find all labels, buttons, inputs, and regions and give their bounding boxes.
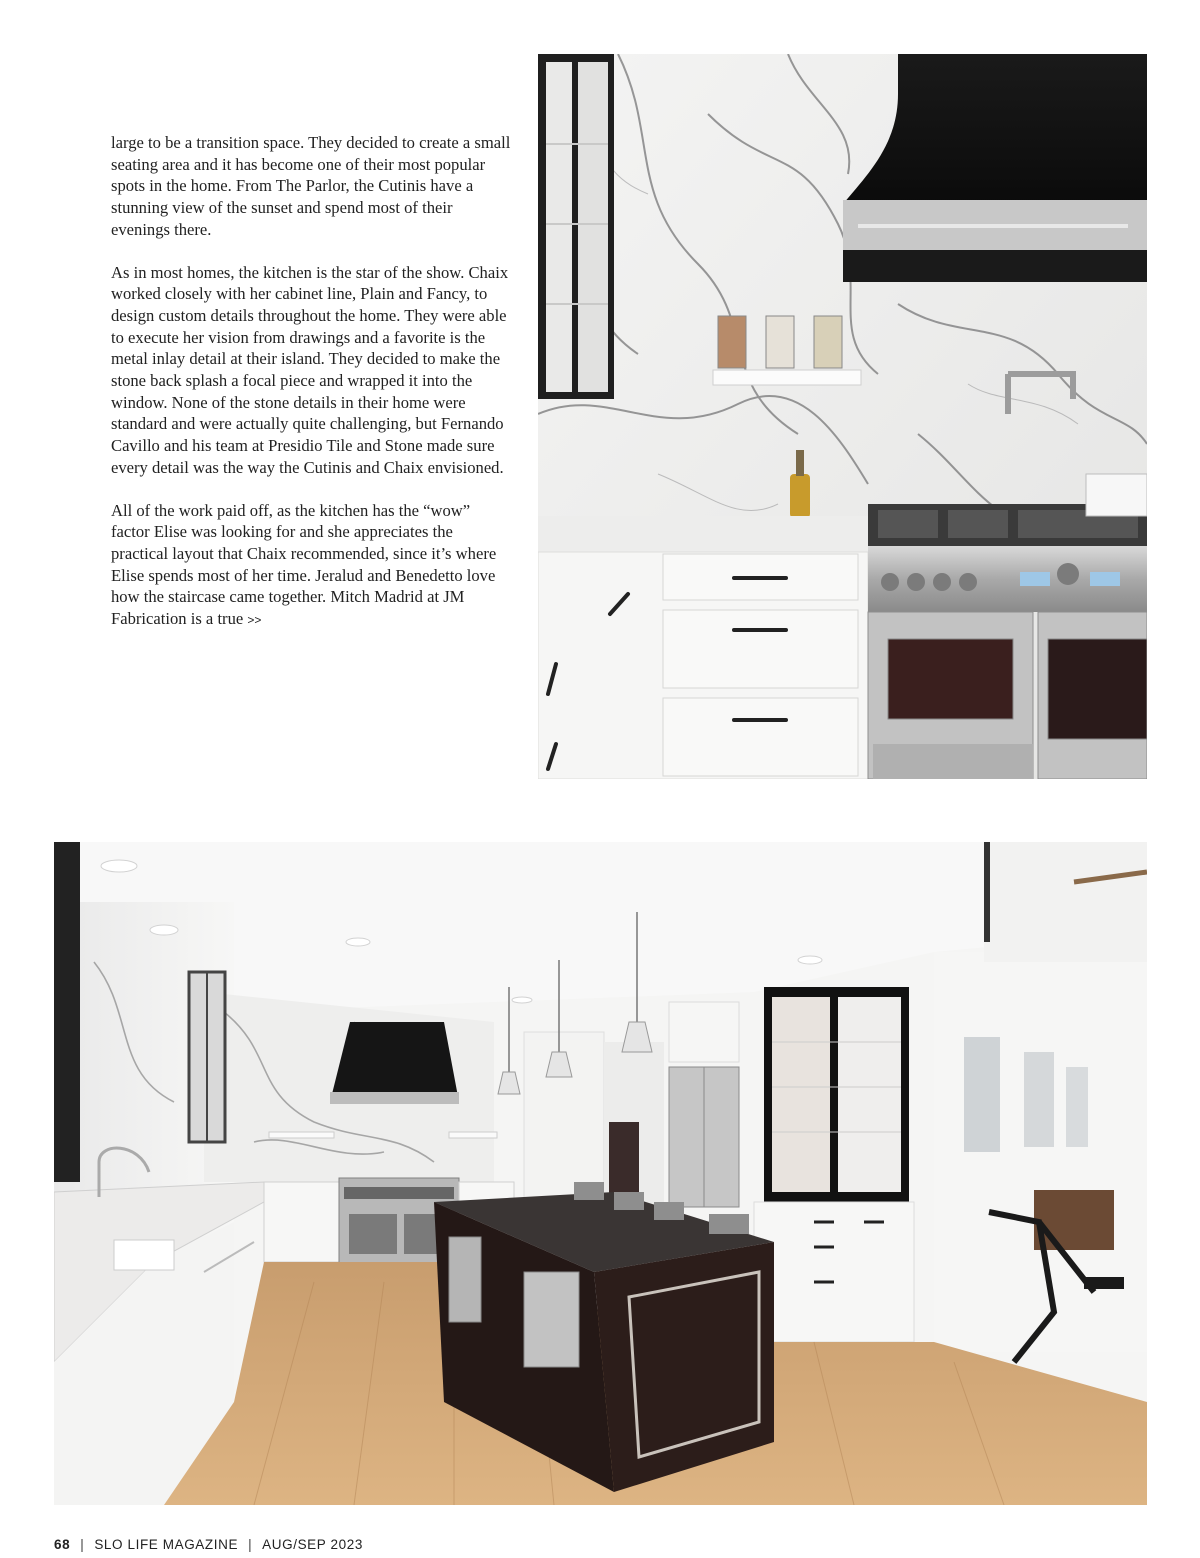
article-paragraph-1: large to be a transition space. They decided to create a small seating area and it has become one of their most popular spots in the home. From The Parlor, the Cutinis have a stunning view of the sunset and spend most of their evenings there. xyxy=(111,133,511,239)
article-column xyxy=(111,132,511,653)
footer-separator: | xyxy=(248,1537,253,1552)
kitchen-range-photo xyxy=(538,54,1147,779)
footer-separator: | xyxy=(80,1537,85,1552)
article-paragraph-3-text: All of the work paid off, as the kitchen has the “wow” factor Elise was looking for and she appreciates the practical layout that Chaix recommended, since it’s where Elise spends most of her time. Jeralud and Benedetto love how the staircase came together. Mitch Madrid at JM Fabrication is a true xyxy=(111,500,497,629)
continued-marker: >> xyxy=(247,613,262,628)
article-paragraph-2: As in most homes, the kitchen is the star of the show. Chaix worked closely with her cabinet line, Plain and Fancy, to design custom details throughout the home. They were able to execute her vision from drawings and a favorite is the metal inlay detail at their island. They decided to make the stone back splash a focal piece and wrapped it into the window. None of the stone details in their home were standard and were actually quite challenging, but Fernando Cavillo and his team at Presidio Tile and Stone made sure every detail was the way the Cutinis and Chaix envisioned. xyxy=(111,262,509,477)
page-number: 68 xyxy=(54,1537,71,1552)
kitchen-overview-photo xyxy=(54,842,1147,1505)
page-footer xyxy=(54,1537,363,1552)
issue-date: AUG/SEP 2023 xyxy=(262,1537,363,1552)
article-paragraph-3 xyxy=(111,500,511,632)
publication-name: SLO LIFE MAGAZINE xyxy=(94,1537,239,1552)
